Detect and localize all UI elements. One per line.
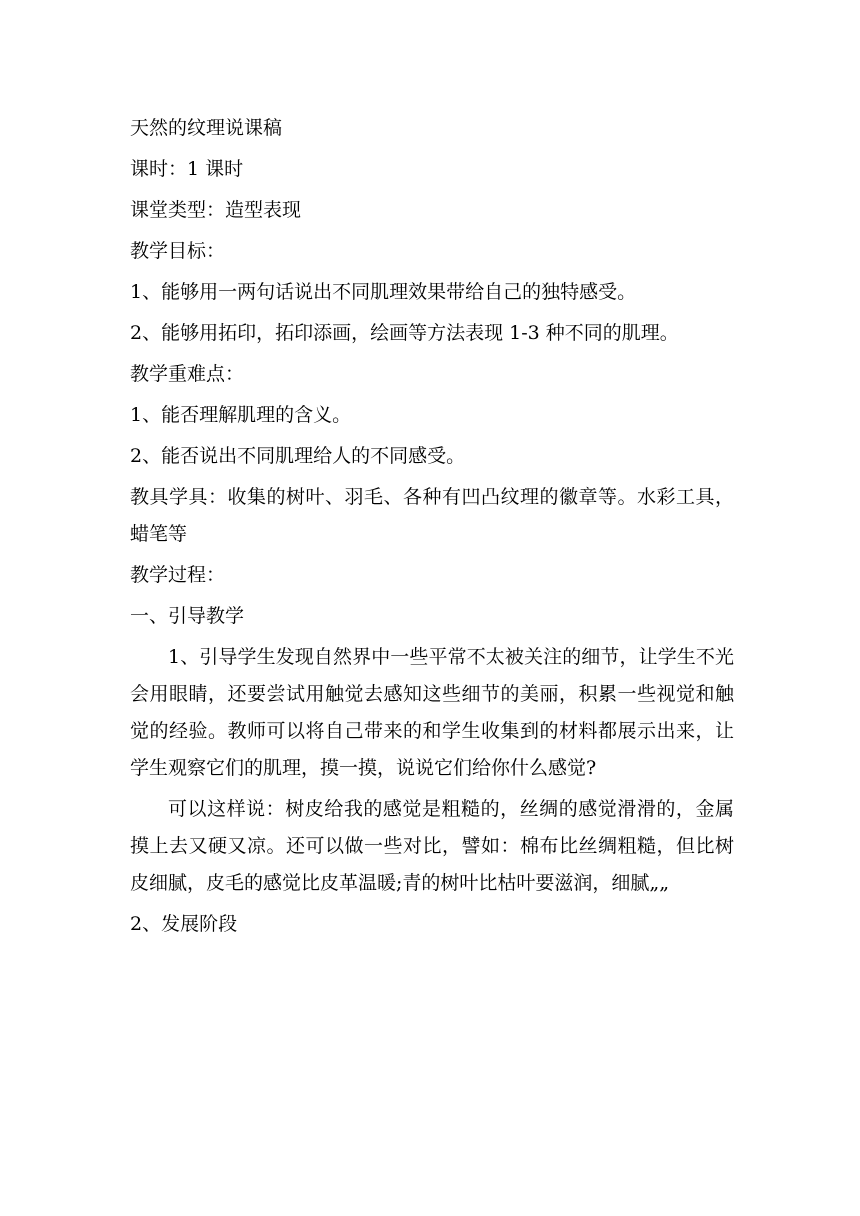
document-body [130,110,734,943]
document-title: 天然的纹理说课稿 [130,117,283,139]
key-point-item: 2、能否说出不同肌理给人的不同感受。 [130,445,466,467]
class-type: 课堂类型：造型表现 [130,199,302,221]
section-heading: 2、发展阶段 [130,913,238,935]
key-point-item: 1、能否理解肌理的含义。 [130,404,352,426]
body-paragraph: 1、引导学生发现自然界中一些平常不太被关注的细节，让学生不光会用眼睛，还要尝试用触觉去感知这些细节的美丽，积累一些视觉和触觉的经验。教师可以将自己带来的和学生收集到的材料都展示出来，让学生观察它们的肌理，摸一摸，说说它们给你什么感觉? [130,646,734,779]
materials-paragraph: 教具学具：收集的树叶、羽毛、各种有凹凸纹理的徽章等。水彩工具，蜡笔等 [130,486,734,545]
process-heading: 教学过程： [130,564,226,586]
section-heading: 一、引导教学 [130,605,245,627]
objective-item: 2、能够用拓印，拓印添画，绘画等方法表现 1-3 种不同的肌理。 [130,322,679,344]
lesson-hours: 课时：1 课时 [130,158,244,180]
objective-item: 1、能够用一两句话说出不同肌理效果带给自己的独特感受。 [130,281,637,303]
body-paragraph: 可以这样说：树皮给我的感觉是粗糙的，丝绸的感觉滑滑的，金属摸上去又硬又凉。还可以做一些对比，譬如：棉布比丝绸粗糙，但比树皮细腻，皮毛的感觉比皮革温暖;青的树叶比枯叶要滋润，细腻„„ [130,798,734,894]
objectives-heading: 教学目标： [130,240,226,262]
key-points-heading: 教学重难点： [130,363,245,385]
